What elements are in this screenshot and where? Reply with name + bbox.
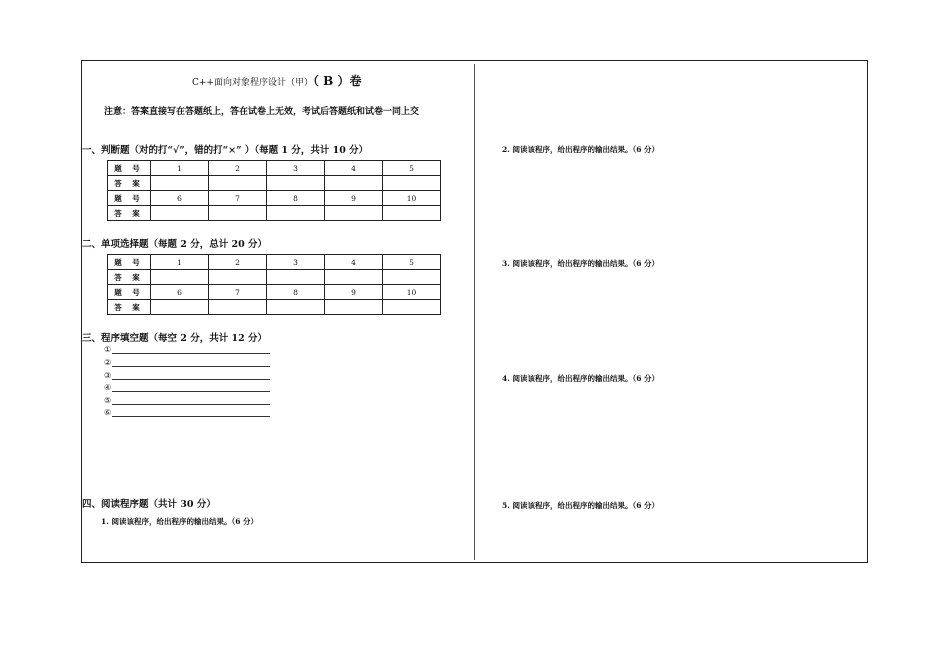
blank-marker: ⑥ [104, 408, 112, 417]
table-row [108, 300, 441, 315]
row-label: 题 号 [108, 191, 151, 206]
answer-cell[interactable] [209, 206, 267, 221]
table-row [108, 176, 441, 191]
column-divider [474, 64, 475, 560]
question-number: 8 [267, 285, 325, 300]
row-label: 题 号 [108, 161, 151, 176]
fill-blank-4[interactable] [104, 382, 270, 392]
answer-cell[interactable] [325, 300, 383, 315]
answer-cell[interactable] [383, 300, 441, 315]
blank-line[interactable] [112, 357, 270, 367]
table-row [108, 161, 441, 176]
question-number: 1 [151, 255, 209, 270]
question-number: 6 [151, 285, 209, 300]
row-label: 答 案 [108, 300, 151, 315]
answer-cell[interactable] [209, 300, 267, 315]
exam-title-suffix: （ B ）卷 [312, 74, 362, 88]
blank-line[interactable] [112, 395, 270, 405]
reading-question-3: 3. 阅读该程序，给出程序的输出结果。（6 分） [502, 259, 660, 268]
answer-cell[interactable] [209, 176, 267, 191]
blank-marker: ② [104, 358, 112, 367]
fill-blank-5[interactable] [104, 395, 270, 405]
reading-question-4: 4. 阅读该程序，给出程序的输出结果。（6 分） [502, 374, 660, 383]
answer-cell[interactable] [325, 270, 383, 285]
fill-blank-3[interactable] [104, 370, 270, 380]
question-number: 10 [383, 285, 441, 300]
answer-cell[interactable] [267, 206, 325, 221]
question-number: 3 [267, 161, 325, 176]
answer-cell[interactable] [151, 300, 209, 315]
section4-heading: 四、阅读程序题（共计 30 分） [82, 499, 216, 510]
reading-question-5: 5. 阅读该程序，给出程序的输出结果。（6 分） [502, 501, 660, 510]
blank-line[interactable] [112, 344, 270, 354]
row-label: 题 号 [108, 255, 151, 270]
question-number: 5 [383, 255, 441, 270]
blank-marker: ① [104, 345, 112, 354]
table-row [108, 270, 441, 285]
answer-cell[interactable] [325, 176, 383, 191]
row-label: 题 号 [108, 285, 151, 300]
table-row [108, 255, 441, 270]
section2-heading: 二、单项选择题（每题 2 分，总计 20 分） [82, 239, 268, 250]
question-number: 10 [383, 191, 441, 206]
reading-question-1: 1. 阅读该程序，给出程序的输出结果。（6 分） [101, 517, 259, 526]
question-number: 2 [209, 255, 267, 270]
blank-marker: ⑤ [104, 396, 112, 405]
answer-cell[interactable] [267, 270, 325, 285]
answer-cell[interactable] [151, 270, 209, 285]
question-number: 9 [325, 191, 383, 206]
table-row [108, 191, 441, 206]
question-number: 7 [209, 285, 267, 300]
row-label: 答 案 [108, 206, 151, 221]
blank-line[interactable] [112, 370, 270, 380]
exam-title [192, 72, 361, 89]
question-number: 4 [325, 255, 383, 270]
answer-cell[interactable] [267, 300, 325, 315]
exam-note: 注意：答案直接写在答题纸上，答在试卷上无效，考试后答题纸和试卷一同上交 [104, 107, 420, 117]
answer-cell[interactable] [383, 270, 441, 285]
section3-heading: 三、程序填空题（每空 2 分，共计 12 分） [82, 333, 268, 344]
blank-marker: ③ [104, 371, 112, 380]
section1-heading: 一、判断题（对的打“√”，错的打“×” ）（每题 1 分，共计 10 分） [82, 145, 369, 156]
answer-cell[interactable] [383, 206, 441, 221]
table-row [108, 285, 441, 300]
question-number: 4 [325, 161, 383, 176]
answer-cell[interactable] [325, 206, 383, 221]
answer-cell[interactable] [151, 176, 209, 191]
answer-cell[interactable] [267, 176, 325, 191]
blank-line[interactable] [112, 407, 270, 417]
fill-blank-2[interactable] [104, 357, 270, 367]
fill-blank-1[interactable] [104, 344, 270, 354]
question-number: 5 [383, 161, 441, 176]
question-number: 2 [209, 161, 267, 176]
exam-title-prefix: C++面向对象程序设计（甲） [192, 78, 313, 88]
blank-marker: ④ [104, 383, 112, 392]
question-number: 3 [267, 255, 325, 270]
reading-question-2: 2. 阅读该程序，给出程序的输出结果。（6 分） [502, 145, 660, 154]
section1-table [107, 160, 441, 221]
row-label: 答 案 [108, 270, 151, 285]
fill-blank-6[interactable] [104, 407, 270, 417]
question-number: 6 [151, 191, 209, 206]
question-number: 7 [209, 191, 267, 206]
section2-table [107, 254, 441, 315]
question-number: 8 [267, 191, 325, 206]
answer-cell[interactable] [209, 270, 267, 285]
question-number: 1 [151, 161, 209, 176]
table-row [108, 206, 441, 221]
blank-line[interactable] [112, 382, 270, 392]
answer-cell[interactable] [383, 176, 441, 191]
answer-cell[interactable] [151, 206, 209, 221]
row-label: 答 案 [108, 176, 151, 191]
question-number: 9 [325, 285, 383, 300]
